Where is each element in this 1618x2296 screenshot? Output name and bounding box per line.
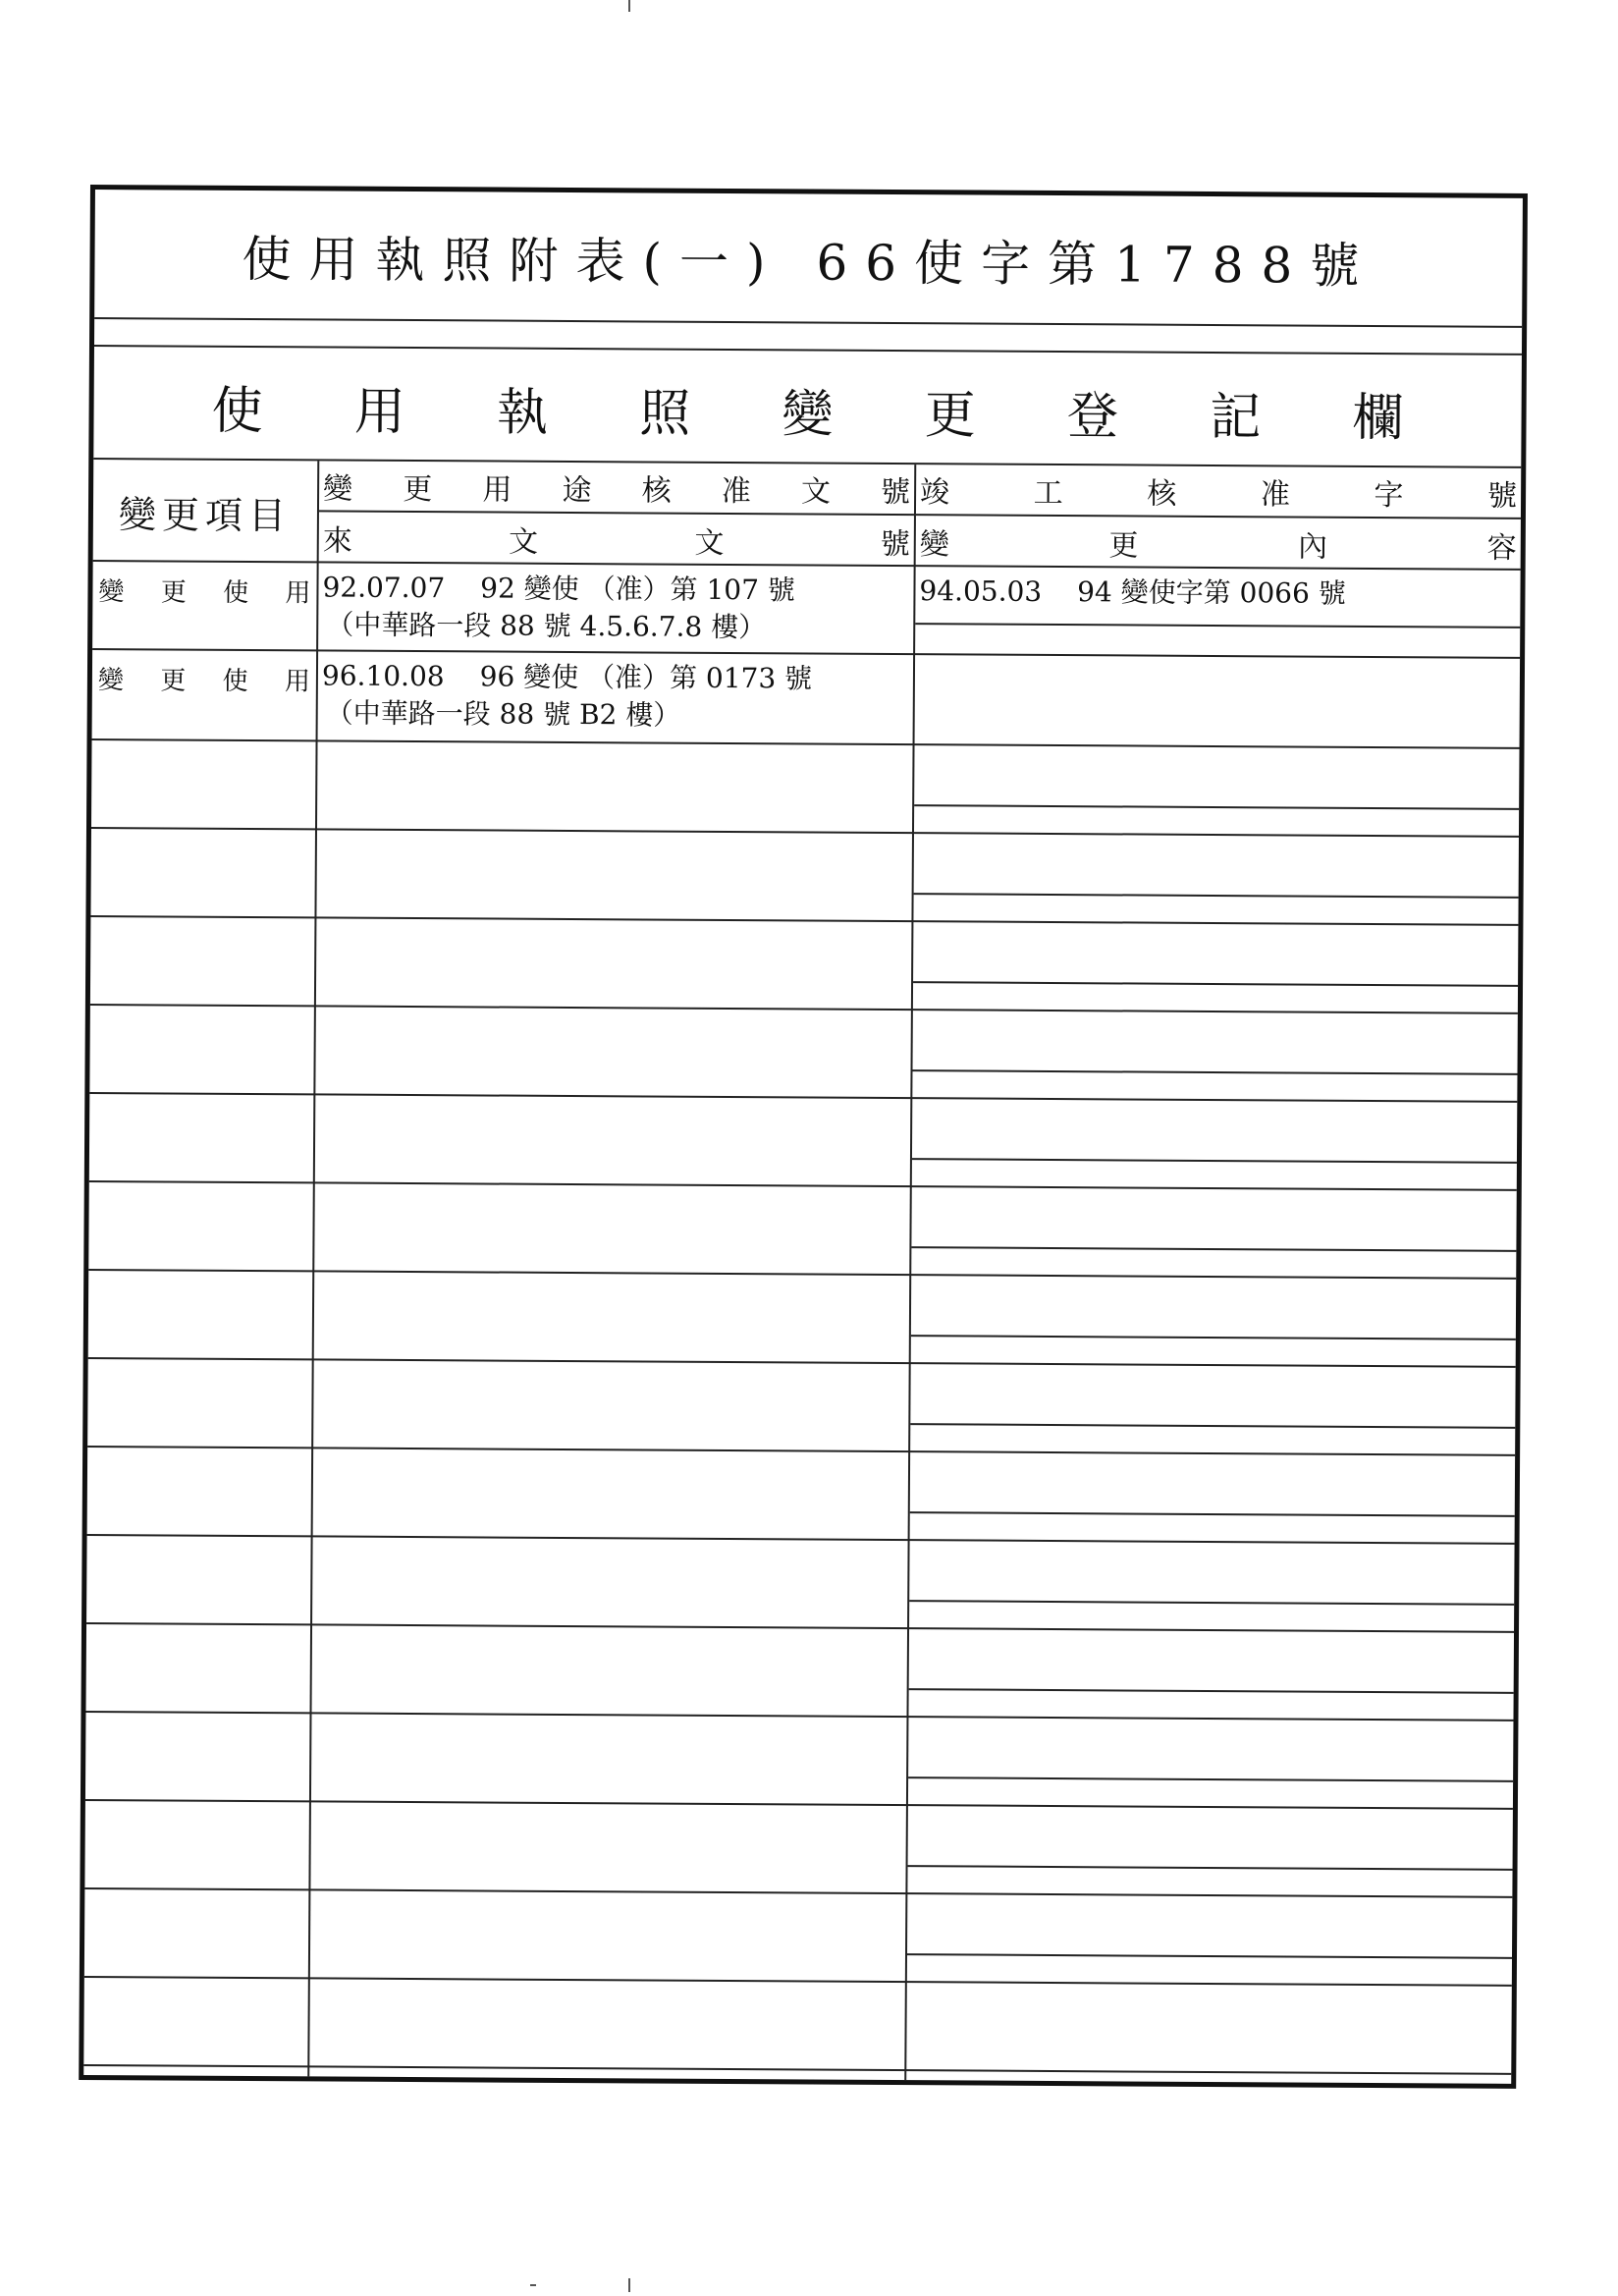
header-char: 號: [880, 474, 911, 511]
table-row-empty: [89, 1006, 1518, 1103]
header-char: 容: [1486, 530, 1517, 566]
table-row: [92, 650, 1521, 749]
heading-char: 更: [924, 386, 976, 446]
header-char: 准: [721, 473, 751, 510]
item-char: 用: [284, 667, 311, 697]
heading-char: 使: [211, 381, 263, 442]
header-char: 號: [1486, 478, 1518, 514]
table-row-empty: [85, 1624, 1514, 1722]
header-char: 字: [1374, 477, 1404, 514]
scan-artifact: [628, 0, 630, 12]
header-completion-approval-number: [916, 465, 1521, 519]
item-char: 更: [160, 577, 187, 608]
table-row-empty: [88, 1271, 1517, 1368]
header-char: 文: [509, 524, 539, 560]
completion-cell: [919, 573, 1508, 614]
heading-char: 記: [1210, 387, 1262, 448]
header-char: 核: [641, 473, 672, 509]
header-char: 來: [322, 523, 352, 559]
header-approval-doc-number: [319, 461, 914, 516]
item-char: 變: [97, 666, 125, 696]
header-change-item: 變更項目: [118, 492, 293, 537]
table-row-empty: [90, 917, 1519, 1014]
approval-doc-cell: [322, 569, 907, 647]
header-char: 號: [880, 526, 910, 563]
table-row-empty: [86, 1536, 1515, 1633]
table-row-empty: [88, 1182, 1517, 1280]
table-row-empty: [90, 829, 1519, 926]
doc-note: （中華路一段 88 號 4.5.6.7.8 樓）: [326, 608, 767, 644]
change-item-cell: [98, 660, 310, 697]
header-char: 准: [1260, 477, 1290, 513]
section-heading: [211, 369, 1403, 450]
table-row-empty: [87, 1448, 1516, 1545]
header-char: 文: [694, 525, 725, 561]
scan-artifact: [628, 2278, 630, 2292]
table-row-empty: [89, 1094, 1518, 1191]
table-row-empty: [84, 1801, 1513, 1898]
heading-char: 照: [639, 384, 691, 444]
header-char: 更: [403, 471, 433, 508]
scan-artifact: [530, 2284, 536, 2286]
table-row-empty: [87, 1359, 1516, 1456]
heading-char: 變: [782, 385, 834, 445]
doc-date: 92.07.07: [322, 571, 446, 605]
section-heading-row: [93, 347, 1522, 468]
table-row-empty: [91, 740, 1520, 838]
header-char: 文: [800, 474, 832, 510]
item-char: 更: [160, 666, 187, 696]
completion-date: 94.05.03: [919, 574, 1043, 608]
heading-char: 欄: [1352, 388, 1404, 449]
heading-char: 用: [353, 382, 406, 442]
completion-number: 94 變使字第 0066 號: [1077, 575, 1346, 610]
doc-number: 96 變使 （准）第 0173 號: [479, 660, 813, 695]
form-title: 使用執照附表(一) 66使字第1788號: [242, 230, 1377, 296]
header-char: 竣: [919, 475, 950, 511]
table-row-empty: [84, 1889, 1513, 1987]
header-char: 內: [1297, 529, 1328, 565]
header-char: 變: [323, 471, 353, 507]
item-char: 用: [285, 578, 311, 609]
header-char: 用: [482, 472, 512, 508]
table-row-empty: [85, 1713, 1514, 1810]
header-char: 核: [1147, 476, 1177, 512]
header-char: 工: [1033, 475, 1063, 512]
item-char: 變: [98, 577, 125, 608]
approval-doc-cell: [322, 657, 907, 736]
item-char: 使: [222, 666, 248, 696]
doc-note: （中華路一段 88 號 B2 樓）: [325, 696, 681, 732]
title-row: [94, 190, 1523, 328]
change-item-cell: [98, 572, 310, 609]
completion-cell: [919, 661, 1508, 665]
header-incoming-doc-number: [319, 512, 914, 567]
table-row: [92, 562, 1521, 659]
header-char: 途: [562, 472, 592, 509]
doc-date: 96.10.08: [321, 659, 445, 693]
header-char: 更: [1108, 528, 1139, 564]
license-appendix-form: [79, 185, 1528, 2089]
header-change-content: [916, 516, 1521, 571]
item-char: 使: [223, 577, 249, 608]
heading-char: 登: [1066, 387, 1119, 447]
heading-char: 執: [496, 383, 549, 443]
doc-number: 92 變使 （准）第 107 號: [480, 572, 795, 607]
header-char: 變: [919, 527, 949, 563]
table-row-empty: [83, 1978, 1512, 2075]
